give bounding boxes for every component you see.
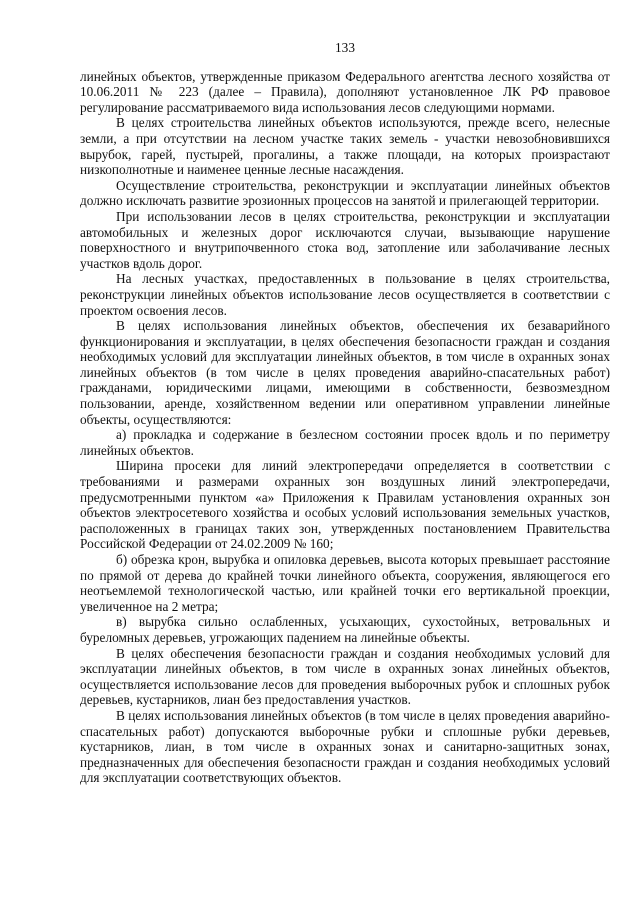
paragraph: В целях обеспечения безопасности граждан и создания необходимых условий для эксплуатации линейных объектов, в том числе в охранных зонах линейных объектов, осуществляется использование лесов для проведения выборочных рубок и сплошных рубок деревьев, кустарников, лиан без предоставления участков. — [80, 645, 610, 708]
page-number: 133 — [335, 40, 355, 55]
paragraph: В целях использования линейных объектов (в том числе в целях проведения аварийно-спасательных работ) допускаются выборочные рубки и сплошные рубки деревьев, кустарников, лиан, в том числе в охранных зонах и санитарно-защитных зонах, предназначенных для обеспечения безопасности граждан и создания необходимых условий для эксплуатации соответствующих объектов. — [80, 707, 610, 786]
paragraph: При использовании лесов в целях строительства, реконструкции и эксплуатации автомобильных и железных дорог исключаются случаи, вызывающие нарушение поверхностного и внутрипочвенного стока вод, затопление или заболачивание лесных участков вдоль дорог. — [80, 208, 610, 271]
paragraph: Осуществление строительства, реконструкции и эксплуатации линейных объектов должно исключать развитие эрозионных процессов на занятой и прилегающей территории. — [80, 177, 610, 209]
paragraph: В целях использования линейных объектов, обеспечения их безаварийного функционирования и эксплуатации, в целях обеспечения безопасности граждан и создания необходимых условий для эксплуатации линейных объектов, в том числе в охранных зонах линейных объектов (в том числе в целях проведения аварийно-спасательных работ) гражданами, юридическими лицами, имеющими в собственности, безвозмездном пользовании, аренде, хозяйственном ведении или оперативном управлении линейные объекты, осуществляются: — [80, 318, 610, 427]
list-item-b: б) обрезка крон, вырубка и опиловка деревьев, высота которых превышает расстояние по прямой от дерева до крайней точки линейного объекта, сооружения, являющегося его неотъемлемой технологической частью, или крайней точки его вертикальной проекции, увеличенное на 2 метра; — [80, 552, 610, 614]
paragraph: линейных объектов, утвержденные приказом Федерального агентства лесного хозяйства от 10.06.2011 № 223 (далее – Правила), дополняют установленное ЛК РФ правовое регулирование рассматриваемого вида использования лесов следующими нормами. — [80, 68, 610, 115]
document-page — [80, 40, 610, 786]
list-item-a: а) прокладка и содержание в безлесном состоянии просек вдоль и по периметру линейных объектов. — [80, 427, 610, 458]
paragraph: На лесных участках, предоставленных в пользование в целях строительства, реконструкции линейных объектов использование лесов осуществляется в соответствии с проектом освоения лесов. — [80, 271, 610, 318]
paragraph: В целях строительства линейных объектов используются, прежде всего, нелесные земли, а при отсутствии на лесном участке таких земель - участки невозобновившихся вырубок, гарей, пустырей, прогалины, а также площади, на которых произрастают низкополнотные и наименее ценные лесные насаждения. — [80, 115, 610, 178]
paragraph: Ширина просеки для линий электропередачи определяется в соответствии с требованиями и размерами охранных зон воздушных линий электропередачи, предусмотренными пунктом «а» Приложения к Правилам установления охранных зон объектов электросетевого хозяйства и особых условий использования земельных участков, расположенных в границах таких зон, утвержденных постановлением Правительства Российской Федерации от 24.02.2009 № 160; — [80, 458, 610, 552]
list-item-c: в) вырубка сильно ослабленных, усыхающих, сухостойных, ветровальных и буреломных деревьев, угрожающих падением на линейные объекты. — [80, 614, 610, 645]
